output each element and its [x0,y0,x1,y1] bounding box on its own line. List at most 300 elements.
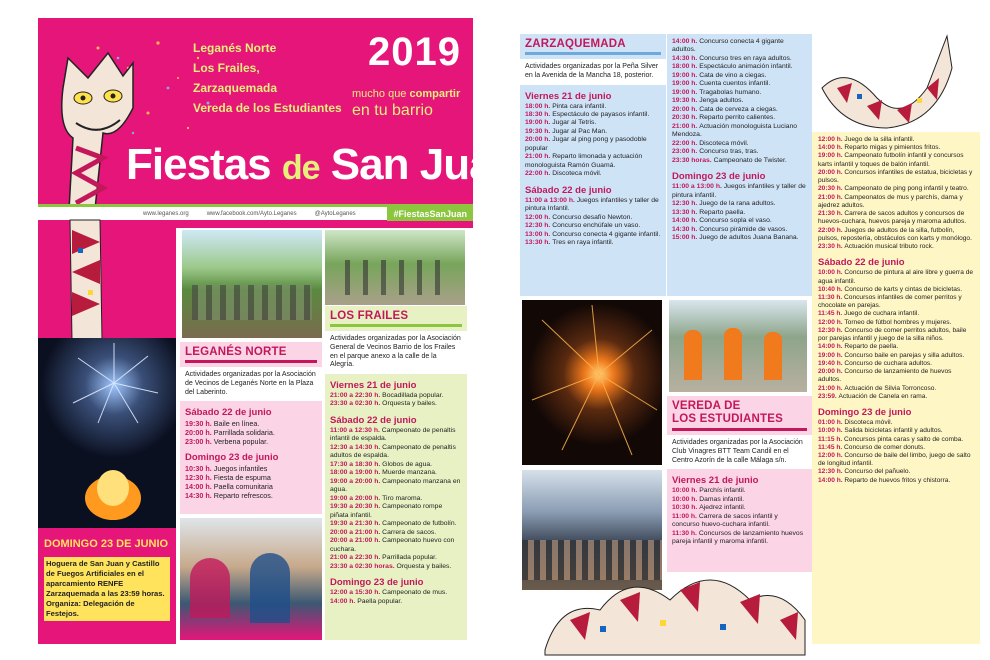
schedule-time: 11:00 a 13:00 h. [525,196,577,204]
schedule-activity: Concurso de baile del limbo, juego de salto de longitud infantil. [818,451,971,468]
tagline-part-1: mucho que [352,88,410,100]
schedule-time: 21:30 h. [818,210,845,218]
cyclists-photo [325,230,465,305]
schedule-activity: Juegos infantiles y taller de pintura Infantil. [525,196,659,213]
town-1: Leganés Norte [193,41,277,55]
schedule-item [818,169,974,185]
title-part-1: Fiestas [126,140,271,189]
schedule-time: 12:30 h. [818,326,845,334]
schedule-activity: Concurso baile en parejas y silla adultos. [844,351,965,359]
schedule-time: 19:40 h. [818,359,845,367]
schedule-item [330,503,462,520]
schedule-time: 23:30 a 02:30 horas. [330,562,397,570]
schedule-activity: Muerde manzana. [382,469,437,477]
schedule-item [330,563,462,571]
bonfire-graphic [38,338,176,528]
schedule-item [330,444,462,461]
schedule-time: 19:00 h. [672,71,700,79]
schedule-activity: Actuación musical tributo rock. [844,243,934,251]
schedule-time: 20:00 a 21:00 h. [330,537,383,545]
schedule-item [818,477,974,485]
schedule-time: 22:00 h. [525,170,553,178]
main-title [126,140,518,190]
day-heading: Sábado 22 de junio [818,257,905,269]
schedule-time: 19:30 h. [672,97,700,105]
schedule-time: 13:30 h. [672,208,700,216]
schedule-activity: Concurso de lanzamiento de huevos adultos. [818,368,952,384]
schedule-time: 20:00 h. [525,136,553,144]
schedule-time: 18:00 h. [525,102,553,110]
schedule-item [330,520,462,528]
schedule-item [672,200,807,208]
schedule-item [818,444,974,452]
schedule-activity: Concursos infantiles de comer perritos y chocolate en parejas. [818,293,962,310]
schedule-activity: Reparto refrescos. [213,491,273,501]
dragon-head-illustration [48,48,148,228]
town-3: Zarzaquemada [193,81,278,95]
schedule-item [818,136,974,144]
schedule-time: 18:00 a 19:00 h. [330,469,383,477]
schedule-activity: Reparto limonada y actuación monologuista Ramón Guamá. [525,153,643,169]
schedule-activity: Globos de agua. [382,460,433,468]
schedule-activity: Concurso de karts y cintas de bicicletas. [844,285,963,293]
schedule-activity: Campeonato de penaltis adultos de espalda. [330,443,456,460]
schedule-item [525,239,661,247]
schedule-activity: Concurso tras, tras. [699,148,759,156]
schedule-activity: Juego de adultos Juana Banana. [699,234,799,242]
schedule-time: 17:30 a 18:30 h. [330,460,383,468]
schedule-activity: Carrera de sacos infantil y concurso huevo-cuchara infantil. [672,512,778,529]
schedule-item [672,97,807,105]
schedule-time: 21:00 h. [818,193,845,201]
schedule-time: 23:30 horas. [672,156,714,164]
schedule-item [525,197,661,214]
schedule-activity: Actuación monologuista Luciano Mendoza. [672,122,798,139]
schedule-time: 21:00 h. [818,384,845,392]
schedule-activity: Campeonato rompe piñata infantil. [330,503,443,519]
schedule-item [330,537,462,554]
schedule-activity: Campeonato de ping pong infantil y teatro. [844,185,969,193]
day-heading: Sábado 22 de junio [525,184,612,196]
schedule-time: 14:00 h. [185,482,214,492]
schedule-time: 13:30 h. [525,239,553,247]
schedule-activity: Campeonato de penaltis infantil de espalda. [330,426,456,443]
schedule-time: 14:30 h. [672,54,700,62]
schedule-activity: Concurso pirámide de vasos. [699,225,788,233]
schedule-time: 10:00 h. [672,495,700,503]
schedule-item [525,119,661,127]
schedule-time: 14:00 h. [672,217,700,225]
schedule-item [818,144,974,152]
schedule-item [672,123,807,140]
tagline-bold: compartir [409,88,461,100]
schedule-time: 11:00 a 13:00 h. [672,183,724,191]
domingo-body: Hoguera de San Juan y Castillo de Fuegos Artificiales en el aparcamiento RENFE Zarzaquemada a las 23:59 horas. Organiza: Delegación de Festejos. [44,557,170,621]
zarzaquemada-title: ZARZAQUEMADA [525,38,661,55]
schedule-item [672,157,807,165]
schedule-item [818,468,974,476]
schedule-time: 19:00 a 20:00 h. [330,494,383,502]
schedule-time: 14:00 h. [818,144,845,152]
schedule-activity: Carrera de sacos adultos y concursos de huevos-cuchara, huevos pareja y maroma adultos. [818,210,967,226]
schedule-activity: Discoteca móvil. [844,419,893,427]
schedule-activity: Tiro maroma. [382,494,423,502]
schedule-item [672,183,807,200]
schedule-activity: Concurso de pintura al aire libre y guerra de agua infantil. [818,269,974,285]
schedule-time: 23:30 h. [818,243,845,251]
schedule-item [818,419,974,427]
schedule-item [525,153,661,170]
schedule-time: 21:00 a 22:30 h. [330,392,383,399]
header-banner [38,18,519,228]
schedule-item [818,360,974,368]
schedule-activity: Tres en raya infantil. [552,239,614,247]
schedule-activity: Parchís infantil. [699,487,746,495]
snake-body-illustration [60,220,130,340]
schedule-time: 21:00 a 22:30 h. [330,554,383,562]
schedule-activity: Parrillada popular. [382,554,437,562]
schedule-activity: Concurso de comer donuts. [844,443,926,451]
schedule-time: 12:30 h. [185,473,214,483]
schedule-time: 15:00 h. [672,234,700,242]
schedule-time: 10:30 h. [672,504,700,512]
schedule-item [672,504,807,512]
schedule-item [525,111,661,119]
schedule-activity: Reparto migas y pimientos fritos. [844,144,941,152]
schedule-time: 19:30 a 21:30 h. [330,520,383,528]
town-4: Vereda de los Estudiantes [193,101,342,115]
schedule-activity: Campeonato futbolín infantil y concursos karts infantil y toques de balón infantil. [818,152,964,168]
schedule-item [672,72,807,80]
schedule-activity: Cata de vino a ciegas. [699,71,767,79]
schedule-time: 18:30 h. [525,110,553,118]
zarzaquemada-intro: Actividades organizadas por la Peña Silver en la Avenida de la Mancha 18, posterior. [520,59,666,85]
schedule-time: 19:30 h. [525,127,553,135]
schedule-item [330,529,462,537]
schedule-time: 22:00 h. [672,139,700,147]
schedule-activity: Reparto de paella. [844,343,899,351]
schedule-item [330,400,462,408]
fireworks-photo [38,338,176,528]
schedule-activity: Espectáculo animación infantil. [699,63,793,71]
schedule-activity: Concursos infantiles de estatua, bicicletas y pulsos. [818,168,973,185]
day-heading: Sábado 22 de junio [330,414,417,426]
schedule-activity: Discoteca móvil. [699,139,749,147]
schedule-activity: Jugar al ping pong y pasodoble popular [525,136,647,152]
schedule-time: 12:00 h. [818,318,845,326]
schedule-activity: Jugar al Pac Man. [552,127,607,135]
schedule-activity: Orquesta y bailes. [396,562,452,570]
schedule-time: 11:00 a 12:30 h. [330,426,382,434]
schedule-activity: Concurso de comer perritos adultos, baile por parejas infantil y juego de la silla niños. [818,326,967,343]
schedule-time: 20:00 h. [672,105,700,113]
vereda-col-right [812,132,980,644]
schedule-activity: Cata de cerveza a ciegas. [699,105,778,113]
los-frailes-intro: Actividades organizadas por la Asociación General de Vecinos Barrio de los Frailes en el parque anexo a la calle de la Alegría. [325,331,467,374]
schedule-activity: Jugar al Tetris. [552,119,597,127]
schedule-item [330,589,462,597]
tagline-part-2: en tu barrio [352,102,433,119]
schedule-activity: Concurso desafío Newton. [552,213,633,221]
schedule-time: 20:00 a 21:00 h. [330,528,383,536]
schedule-activity: Pinta cara infantil. [552,102,607,110]
schedule-time: 20:00 h. [818,168,845,176]
schedule-item [672,80,807,88]
schedule-time: 19:30 a 20:30 h. [330,503,383,511]
schedule-time: 12:00 h. [818,136,845,143]
schedule-item [672,496,807,504]
schedule-activity: Paella comunitaria [213,482,273,492]
day-heading: Domingo 23 de junio [818,407,912,419]
footer-twitter[interactable]: @AytoLeganes [314,210,356,217]
footer-hashtag: #FiestasSanJuan [387,207,473,221]
schedule-item [330,427,462,444]
schedule-item [818,194,974,210]
schedule-time: 11:30 h. [818,293,845,301]
schedule-time: 11:45 h. [818,443,845,451]
schedule-item [672,148,807,156]
schedule-item [818,185,974,193]
social-strip [38,204,473,220]
schedule-time: 14:00 h. [818,343,845,351]
schedule-time: 14:30 h. [672,225,700,233]
schedule-activity: Parrillada solidaria. [213,428,275,438]
schedule-activity: Discoteca móvil. [552,170,602,178]
schedule-time: 23:59. [818,392,839,400]
schedule-item [672,217,807,225]
schedule-activity: Paella popular. [357,597,403,605]
schedule-item [525,128,661,136]
schedule-time: 12:30 a 14:30 h. [330,443,383,451]
schedule-item [818,152,974,168]
schedule-time: 10:30 h. [185,464,214,474]
domingo-box [38,532,176,644]
schedule-item [818,327,974,343]
schedule-activity: Jenga adultos. [699,97,744,105]
schedule-item [185,419,317,428]
schedule-activity: Torneo de fútbol hombres y mujeres. [844,318,952,326]
schedule-item [185,473,317,482]
day-heading: Viernes 21 de junio [330,380,417,391]
schedule-activity: Ajedrez infantil. [699,504,746,512]
schedule-time: 10:00 h. [672,487,700,495]
schedule-item [672,106,807,114]
schedule-activity: Juego de cuchara infantil. [844,310,920,318]
schedule-activity: Reparto de huevos fritos y chistorra. [844,476,951,484]
schedule-time: 11:30 h. [672,529,699,537]
schedule-time: 14:00 h. [818,476,845,484]
day-heading: Domingo 23 de junio [185,452,279,464]
vereda-title-line-1: VEREDA DE [672,400,741,412]
right-page [505,0,990,660]
schedule-item [330,392,462,400]
schedule-item [525,136,661,153]
schedule-item [818,343,974,351]
title-part-2: San Juan [330,140,519,189]
schedule-item [330,478,462,495]
dragon-bottom-illustration [540,560,810,655]
schedule-item [672,530,807,547]
domingo-title: DOMINGO 23 DE JUNIO [44,538,169,550]
schedule-item [672,226,807,234]
schedule-item [818,243,974,251]
schedule-time: 10:00 h. [818,269,845,277]
schedule-time: 19:00 a 20:00 h. [330,477,383,485]
schedule-item [818,294,974,310]
schedule-activity: Reparto perrito calientes. [699,114,776,122]
schedule-activity: Concurso sopla el vaso. [699,217,772,225]
schedule-time: 23:00 h. [185,437,214,447]
schedule-item [672,209,807,217]
schedule-item [818,210,974,226]
schedule-time: 20:30 h. [818,185,845,193]
schedule-item [525,170,661,178]
schedule-item [185,428,317,437]
schedule-activity: Concursos de lanzamiento huevos pareja infantil y maroma infantil. [672,529,804,546]
vereda-title-line-2: LOS ESTUDIANTES [672,413,783,425]
schedule-time: 20:00 h. [185,428,214,438]
title-de: de [281,149,320,187]
schedule-time: 11:45 h. [818,310,845,318]
schedule-activity: Damas infantil. [699,495,745,503]
schedule-time: 20:00 h. [818,368,845,376]
schedule-time: 22:00 h. [818,226,845,234]
schedule-item [185,491,317,500]
schedule-item [818,385,974,393]
schedule-activity: Tragabolas humano. [699,88,762,96]
schedule-item [672,55,807,63]
schedule-time: 10:00 h. [818,427,845,435]
schedule-item [818,319,974,327]
schedule-activity: Concurso conecta 4 gigante adultos. [672,38,784,54]
schedule-time: 14:00 h. [330,597,358,605]
schedule-activity: Concurso de cuchara adultos. [844,359,932,367]
schedule-item [525,214,661,222]
schedule-time: 19:00 h. [672,80,700,88]
schedule-activity: Juegos infantiles [213,464,268,474]
dancers-photo [669,300,807,392]
schedule-item [330,461,462,469]
schedule-item [672,114,807,122]
schedule-item [525,222,661,230]
schedule-time: 21:00 h. [525,153,553,161]
vereda-intro: Actividades organizadas por la Asociación Club Vinagres BTT Team Candil en el Centro Azorín de la calle Málaga s/n. [667,435,812,469]
schedule-time: 19:00 h. [525,119,553,127]
schedule-activity: Campeonato de futbolín. [382,520,457,528]
schedule-time: 10:40 h. [818,285,845,293]
year: 2019 [368,30,461,74]
schedule-activity: Actuación de Canela en rama. [838,392,928,400]
schedule-item [525,231,661,239]
schedule-activity: Orquesta y bailes. [382,400,437,408]
tagline [352,88,460,120]
schedule-item [672,513,807,530]
schedule-time: 19:00 h. [672,88,700,96]
schedule-activity: Juego de la rana adultos. [699,200,776,208]
food-serving-photo [180,518,322,640]
schedule-activity: Espectáculo de payasos infantil. [552,110,650,118]
schedule-time: 11:00 h. [672,512,699,520]
schedule-item [525,103,661,111]
day-heading: Viernes 21 de junio [525,90,612,102]
schedule-activity: Baile en línea. [213,419,260,429]
schedule-item [330,469,462,477]
footer-web[interactable]: www.leganes.org [143,210,189,217]
schedule-time: 12:00 a 15:30 h. [330,589,383,597]
day-heading: Domingo 23 de junio [330,577,424,589]
schedule-item [818,368,974,384]
vereda-title [672,400,807,431]
schedule-item [672,38,807,55]
day-heading: Viernes 21 de junio [672,475,759,487]
schedule-time: 23:30 a 02:30 h. [330,400,383,408]
schedule-item [818,352,974,360]
los-frailes-title: LOS FRAILES [330,310,462,327]
schedule-item [818,227,974,243]
schedule-time: 13:00 h. [525,230,553,238]
schedule-item [818,393,974,401]
schedule-time: 14:00 h. [672,38,700,45]
schedule-item [818,310,974,318]
schedule-activity: Carrera de sacos. [382,528,437,536]
schedule-time: 19:00 h. [818,152,845,160]
schedule-item [185,464,317,473]
schedule-item [818,269,974,285]
schedule-item [330,598,462,606]
crowd-photo [182,230,322,338]
town-2: Los Frailes, [193,61,260,75]
schedule-activity: Campeonato de Twister. [713,156,787,164]
schedule-time: 01:00 h. [818,419,845,427]
town-list [193,38,342,118]
leganes-norte-intro: Actividades organizadas por la Asociación de Vecinos de Leganés Norte en la Plaza del Laberinto. [180,367,322,401]
schedule-time: 11:15 h. [818,435,845,443]
schedule-time: 20:30 h. [672,114,700,122]
schedule-activity: Reparto paella. [699,208,746,216]
schedule-activity: Campeonato huevo con cuchara. [330,537,455,553]
schedule-item [818,452,974,468]
schedule-time: 23:00 h. [672,148,700,156]
schedule-activity: Campeonatos de mus y parchís, dama y ajedrez adultos. [818,193,963,209]
schedule-time: 19:30 h. [185,419,214,429]
schedule-activity: Salida bicicletas infantil y adultos. [844,427,943,435]
schedule-item [818,427,974,435]
schedule-item [818,436,974,444]
day-heading: Sábado 22 de junio [185,407,272,419]
schedule-time: 18:00 h. [672,63,700,71]
schedule-item [672,140,807,148]
schedule-item [330,554,462,562]
schedule-activity: Concurso enchúfale un vaso. [552,222,641,230]
schedule-time: 21:00 h. [672,122,700,130]
schedule-item [185,437,317,446]
schedule-activity: Campeonato de mus. [382,589,448,597]
schedule-item [672,234,807,242]
schedule-activity: Concurso conecta 4 gigante infantil. [552,230,661,238]
schedule-activity: Concurso del pañuelo. [844,468,911,476]
schedule-time: 12:00 h. [525,213,553,221]
vereda-section [667,396,812,572]
footer-facebook[interactable]: www.facebook.com/Ayto.Leganes [206,210,297,217]
schedule-time: 12:00 h. [818,451,845,459]
schedule-activity: Bocadillada popular. [382,392,444,399]
los-frailes-section [325,306,467,640]
schedule-item [672,487,807,495]
schedule-item [330,495,462,503]
schedule-activity: Juegos de adultos de la silla, futbolín, pulsos, repostería, obstáculos con karts y monólogo. [818,226,972,242]
schedule-activity: Juego de la silla infantil. [844,136,915,143]
schedule-activity: Fiesta de espuma [213,473,271,483]
